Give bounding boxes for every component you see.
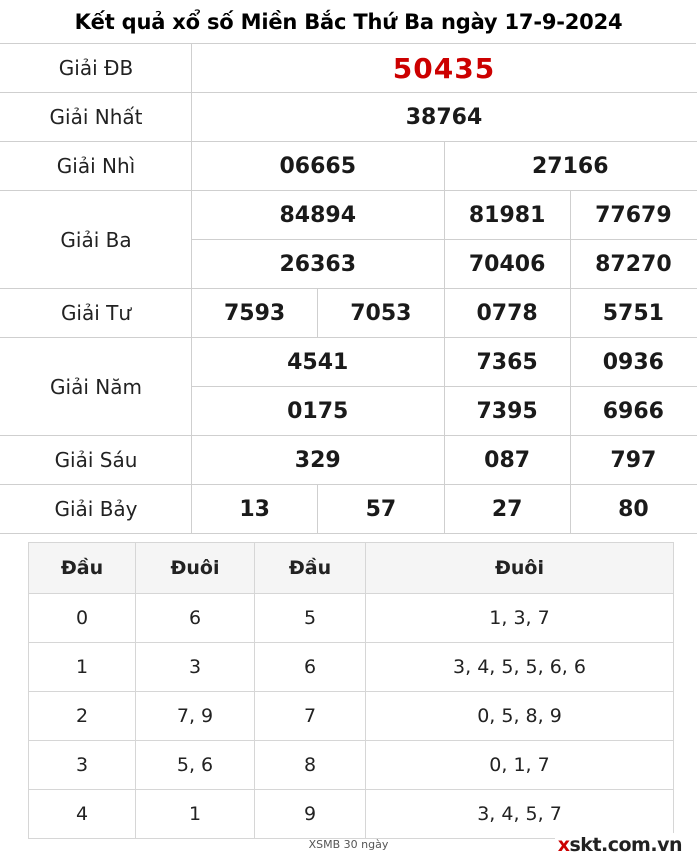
prize-value-nam-4: 0175 — [192, 387, 445, 436]
head-right-1: 6 — [255, 643, 366, 692]
watermark-x: x — [557, 834, 570, 856]
prize-value-sau-3: 797 — [570, 436, 696, 485]
prize-value-ba-6: 87270 — [570, 240, 696, 289]
prize-value-ba-1: 84894 — [192, 191, 445, 240]
prize-value-bay-2: 57 — [318, 485, 444, 534]
watermark-domain: skt.com.vn — [569, 834, 682, 856]
head-tail-table — [28, 542, 674, 839]
tail-left-1: 3 — [136, 643, 255, 692]
head-tail-section — [0, 534, 697, 839]
table-row-special — [1, 44, 697, 93]
prize-value-tu-4: 5751 — [570, 289, 696, 338]
prize-value-sau-1: 329 — [192, 436, 445, 485]
footer — [0, 831, 697, 865]
head-right-3: 8 — [255, 741, 366, 790]
tail-left-4: 1 — [136, 790, 255, 839]
prize-value-db — [192, 44, 697, 93]
head-right-0: 5 — [255, 594, 366, 643]
table-row-first — [1, 93, 697, 142]
page-title: Kết quả xổ số Miền Bắc Thứ Ba ngày 17-9-2024 — [74, 10, 623, 34]
tail-left-0: 6 — [136, 594, 255, 643]
table-row-fourth — [1, 289, 697, 338]
tail-right-3: 0, 1, 7 — [366, 741, 674, 790]
prize-value-nhi-2: 27166 — [444, 142, 697, 191]
site-watermark — [555, 833, 685, 857]
header-head-right: Đầu — [255, 543, 366, 594]
prize-value-bay-1: 13 — [192, 485, 318, 534]
table-row — [29, 741, 674, 790]
head-left-3: 3 — [29, 741, 136, 790]
prize-value-bay-3: 27 — [444, 485, 570, 534]
table-row-fifth-a — [1, 338, 697, 387]
table-row-seventh — [1, 485, 697, 534]
prize-value-tu-2: 7053 — [318, 289, 444, 338]
prize-value-ba-3: 77679 — [570, 191, 696, 240]
head-left-1: 1 — [29, 643, 136, 692]
prize-value-nhi-1: 06665 — [192, 142, 445, 191]
tail-right-0: 1, 3, 7 — [366, 594, 674, 643]
table-row — [29, 643, 674, 692]
tail-right-1: 3, 4, 5, 5, 6, 6 — [366, 643, 674, 692]
prize-label-sau: Giải Sáu — [1, 436, 192, 485]
prize-label-bay: Giải Bảy — [1, 485, 192, 534]
prize-value-nam-5: 7395 — [444, 387, 570, 436]
prize-value-bay-4: 80 — [570, 485, 696, 534]
head-left-4: 4 — [29, 790, 136, 839]
prize-value-tu-1: 7593 — [192, 289, 318, 338]
prize-value-nam-6: 6966 — [570, 387, 696, 436]
table-row-third-a — [1, 191, 697, 240]
prize-label-nhat: Giải Nhất — [1, 93, 192, 142]
header-head-left: Đầu — [29, 543, 136, 594]
lottery-results-table — [0, 43, 697, 534]
prize-value-nam-1: 4541 — [192, 338, 445, 387]
table-row — [29, 692, 674, 741]
tail-left-3: 5, 6 — [136, 741, 255, 790]
prize-value-sau-2: 087 — [444, 436, 570, 485]
table-row-sixth — [1, 436, 697, 485]
prize-label-tu: Giải Tư — [1, 289, 192, 338]
prize-label-db: Giải ĐB — [1, 44, 192, 93]
tail-left-2: 7, 9 — [136, 692, 255, 741]
head-left-0: 0 — [29, 594, 136, 643]
prize-value-tu-3: 0778 — [444, 289, 570, 338]
table-row-second — [1, 142, 697, 191]
prize-value-nam-2: 7365 — [444, 338, 570, 387]
first-prize-number: 38764 — [405, 104, 483, 130]
tail-right-4: 3, 4, 5, 7 — [366, 790, 674, 839]
header-tail-left: Đuôi — [136, 543, 255, 594]
head-tail-header-row — [29, 543, 674, 594]
prize-value-nhat — [192, 93, 697, 142]
special-prize-number: 50435 — [392, 51, 496, 85]
prize-value-ba-4: 26363 — [192, 240, 445, 289]
prize-label-ba: Giải Ba — [1, 191, 192, 289]
head-right-4: 9 — [255, 790, 366, 839]
prize-value-ba-2: 81981 — [444, 191, 570, 240]
prize-value-ba-5: 70406 — [444, 240, 570, 289]
footer-note: XSMB 30 ngày — [308, 838, 389, 851]
head-left-2: 2 — [29, 692, 136, 741]
head-right-2: 7 — [255, 692, 366, 741]
tail-right-2: 0, 5, 8, 9 — [366, 692, 674, 741]
prize-label-nam: Giải Năm — [1, 338, 192, 436]
prize-label-nhi: Giải Nhì — [1, 142, 192, 191]
table-row — [29, 594, 674, 643]
header-tail-right: Đuôi — [366, 543, 674, 594]
prize-value-nam-3: 0936 — [570, 338, 696, 387]
